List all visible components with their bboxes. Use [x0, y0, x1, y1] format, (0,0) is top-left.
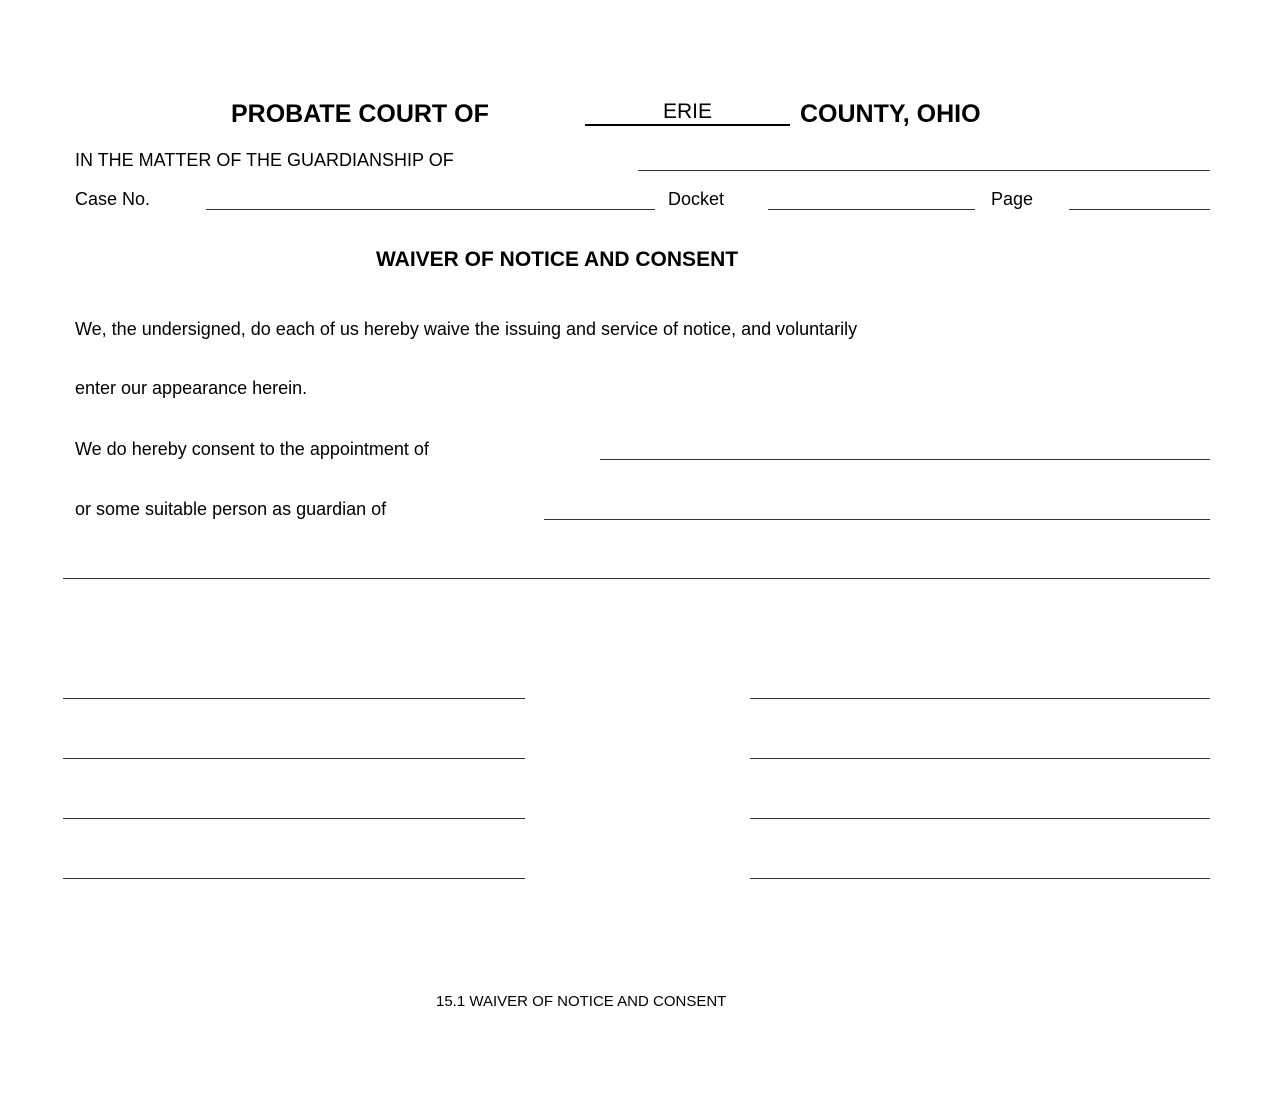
title-suffix: COUNTY, OHIO: [800, 100, 981, 128]
appointee-input[interactable]: [600, 439, 1210, 460]
docket-input[interactable]: [768, 189, 975, 210]
page-input[interactable]: [1069, 189, 1210, 210]
form-footer: 15.1 WAIVER OF NOTICE AND CONSENT: [436, 993, 727, 1010]
case-no-label: Case No.: [75, 189, 151, 209]
signature-left-1[interactable]: [63, 678, 525, 699]
case-no-input[interactable]: [206, 189, 655, 210]
signature-right-3[interactable]: [750, 798, 1210, 819]
form-title: WAIVER OF NOTICE AND CONSENT: [376, 248, 739, 271]
ward-continuation-input[interactable]: [63, 558, 1210, 579]
ward-input[interactable]: [544, 499, 1210, 520]
signature-left-4[interactable]: [63, 858, 525, 879]
signature-right-4[interactable]: [750, 858, 1210, 879]
guardianship-label: IN THE MATTER OF THE GUARDIANSHIP OF: [75, 150, 454, 170]
signature-left-2[interactable]: [63, 738, 525, 759]
title-prefix: PROBATE COURT OF: [231, 100, 489, 128]
consent-label: We do hereby consent to the appointment of: [75, 439, 429, 459]
guardian-of-label: or some suitable person as guardian of: [75, 499, 387, 519]
county-field[interactable]: ERIE: [585, 100, 790, 126]
signature-right-1[interactable]: [750, 678, 1210, 699]
page-label: Page: [991, 189, 1034, 209]
signature-right-2[interactable]: [750, 738, 1210, 759]
guardianship-name-input[interactable]: [638, 150, 1210, 171]
docket-label: Docket: [668, 189, 725, 209]
waiver-paragraph-line1: We, the undersigned, do each of us hereby waive the issuing and service of notice, and voluntarily: [75, 319, 858, 339]
waiver-paragraph-line2: enter our appearance herein.: [75, 378, 308, 398]
signature-left-3[interactable]: [63, 798, 525, 819]
